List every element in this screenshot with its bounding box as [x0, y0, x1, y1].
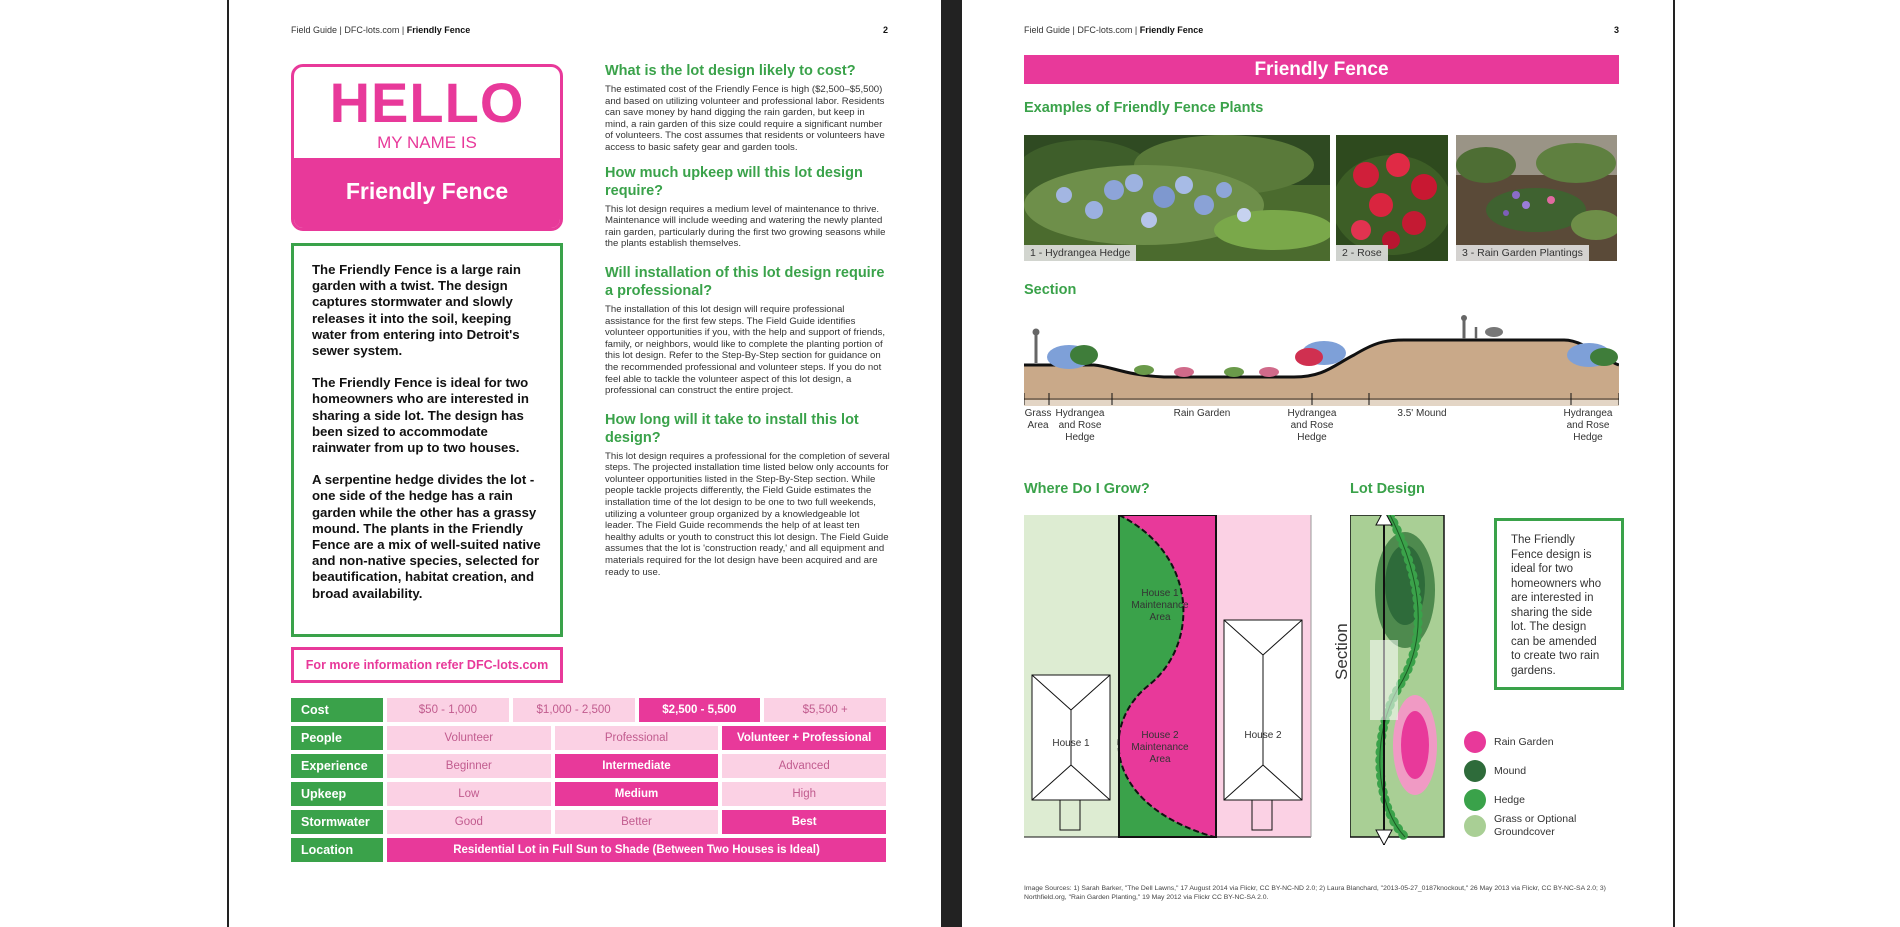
- where-heading: Where Do I Grow?: [1024, 481, 1150, 497]
- my-name-is-text: MY NAME IS: [377, 133, 477, 152]
- section-label: Hydrangea and Rose Hedge: [1287, 408, 1337, 443]
- rain-garden-image: [1456, 135, 1617, 261]
- runhead-prefix: Field Guide | DFC-lots.com |: [291, 25, 405, 35]
- photo-hydrangea-hedge: [1024, 135, 1330, 261]
- page-gutter: [941, 0, 960, 927]
- name-tag-name: Friendly Fence: [294, 158, 560, 228]
- answer-text: This lot design requires a medium level of maintenance to thrive. Maintenance will include weeding and watering the newly planted rain garden, particularly during the first two growing seasons while the plants establish themselves.: [605, 203, 886, 250]
- section-label: Hydrangea and Rose Hedge: [1055, 408, 1105, 443]
- table-cell: $2,500 - 5,500: [639, 698, 761, 722]
- table-row-label: People: [291, 726, 383, 750]
- house-2-maintenance-label: House 2 Maintenance Area: [1131, 730, 1189, 765]
- answer-text: The estimated cost of the Friendly Fence is high ($2,500–$5,500) and based on utilizing volunteer and professional labor. Residents can save money by hand digging the rain garden, but keep in mind, a rain garden of this size could require a significant number of volunteers. The cost assumes that residents or volunteers have access to basic safety gear and garden tools.: [605, 84, 885, 153]
- table-cell: Intermediate: [555, 754, 719, 778]
- where-do-i-grow-diagram: [1024, 515, 1314, 853]
- legend-label: Grass or Optional Groundcover: [1494, 813, 1577, 838]
- legend-label: Hedge: [1494, 794, 1525, 806]
- section-label: Grass Area: [1024, 408, 1052, 431]
- table-row: [291, 838, 886, 862]
- legend-mound: [1494, 765, 1526, 777]
- photo-rose: [1336, 135, 1448, 261]
- legend-swatch: [1464, 789, 1486, 811]
- table-row-label: Upkeep: [291, 782, 383, 806]
- hello-text: HELLO: [329, 71, 525, 134]
- table-row-label: Experience: [291, 754, 383, 778]
- table-row-label: Stormwater: [291, 810, 383, 834]
- table-cell: Professional: [555, 726, 719, 750]
- table-row-label: Cost: [291, 698, 383, 722]
- section-label: 3.5' Mound: [1397, 408, 1447, 419]
- right-page: [960, 0, 1675, 927]
- table-row-label: Location: [291, 838, 383, 862]
- table-cell: Medium: [555, 782, 719, 806]
- runhead-title: Friendly Fence: [1139, 25, 1204, 35]
- intro-paragraph: The Friendly Fence is ideal for two homeowners who are interested in sharing a side lot. The design has been sized to accommodate rainwater from up to two houses.: [312, 375, 529, 456]
- section-label: Rain Garden: [1173, 408, 1231, 419]
- legend-hedge: [1494, 794, 1525, 806]
- photo-caption: 2 - Rose: [1336, 245, 1388, 261]
- runhead-prefix: Field Guide | DFC-lots.com |: [1024, 25, 1138, 35]
- runhead-title: Friendly Fence: [406, 25, 471, 35]
- legend-label: Rain Garden: [1494, 736, 1554, 748]
- table-cell: Residential Lot in Full Sun to Shade (Between Two Houses is Ideal): [387, 838, 886, 862]
- question-heading: How much upkeep will this lot design require?: [605, 164, 863, 199]
- legend-swatch: [1464, 760, 1486, 782]
- intro-box: [291, 243, 563, 637]
- page-number: 2: [883, 25, 889, 35]
- table-cell: Good: [387, 810, 551, 834]
- image-sources: Image Sources: 1) Sarah Barker, "The Dell Lawns," 17 August 2014 via Flickr, CC BY-NC-ND 2.0; 2) Laura Blanchard, "2013-05-27_0187knockout," 26 May 2013 via Flickr, CC BY-NC-SA 2.0; 3) Northfield.org, "Rain Garden Planting," 19 May 2012 via Flickr CC BY-NC-SA 2.0.: [1024, 885, 1606, 901]
- left-page: [227, 0, 941, 927]
- intro-paragraph: A serpentine hedge divides the lot - one side of the hedge has a rain garden while the other has a grassy mound. The plants in the Friendly Fence are a mix of well-suited native and non-native species, selected for beautification, habitat creation, and broad availability.: [312, 472, 541, 601]
- house-2-label: House 2: [1244, 730, 1282, 741]
- house-1-maintenance-label: House 1 Maintenance Area: [1131, 588, 1189, 623]
- rose-image: [1336, 135, 1448, 261]
- legend-rain-garden: [1494, 736, 1554, 748]
- lot-design-note: The Friendly Fence design is ideal for two homeowners who are interested in sharing the side lot. The design can be amended to create two rain gardens.: [1494, 518, 1624, 690]
- hello-name-tag: [291, 64, 563, 231]
- legend-swatch: [1464, 815, 1486, 837]
- table-cell: Better: [555, 810, 719, 834]
- page-number: 3: [1614, 25, 1620, 35]
- table-row: [291, 726, 886, 750]
- photo-rain-garden: [1456, 135, 1617, 261]
- more-info-link[interactable]: For more information refer DFC-lots.com: [291, 647, 563, 683]
- answer-text: The installation of this lot design will require professional assistance for the first few steps. The Field Guide identifies volunteer opportunities if you, with the help and support of friends, family, or neighbors, would like to complete the planting portion of this lot design. Refer to the Step-By-Step section for guidance on the recommended professional and volunteer steps. If you do not feel able to tackle the volunteer aspect of this lot design, a professional can construct the entire project.: [605, 303, 885, 397]
- qa-column: [605, 62, 890, 588]
- table-cell: Beginner: [387, 754, 551, 778]
- legend-label: Mound: [1494, 765, 1527, 777]
- title-banner: Friendly Fence: [1024, 55, 1619, 84]
- table-cell: Best: [722, 810, 886, 834]
- section-label: Hydrangea and Rose Hedge: [1563, 408, 1613, 443]
- question-heading: What is the lot design likely to cost?: [605, 63, 856, 79]
- legend-swatch: [1464, 731, 1486, 753]
- table-cell: $5,500 +: [764, 698, 886, 722]
- table-row: [291, 782, 886, 806]
- table-cell: $1,000 - 2,500: [513, 698, 635, 722]
- question-heading: Will installation of this lot design require a professional?: [605, 264, 885, 299]
- table-cell: Volunteer: [387, 726, 551, 750]
- examples-heading: Examples of Friendly Fence Plants: [1024, 100, 1264, 116]
- lot-section-label: Section: [1332, 623, 1351, 680]
- table-cell: Low: [387, 782, 551, 806]
- running-header: [291, 25, 470, 35]
- table-row: [291, 810, 886, 834]
- table-cell: High: [722, 782, 886, 806]
- lot-design-diagram: [1350, 515, 1450, 845]
- photo-caption: 1 - Hydrangea Hedge: [1024, 245, 1136, 261]
- lot-design-heading: Lot Design: [1350, 481, 1425, 497]
- answer-text: This lot design requires a professional for the completion of several steps. The projected installation time listed below only accounts for volunteer opportunities listed in the Step-By-Step section. While people tackle projects differently, the Field Guide estimates the installation time of the lot design to be one to two full weekends, utilizing a volunteer group organized by a knowledgeable lot leader. The Field Guide recommends the help of at least ten healthy adults or youth to construct this lot design. The Field Guide assumes that the lot is 'construction ready,' and all equipment and materials required for the lot design have been acquired and are ready to use.: [605, 450, 890, 578]
- table-cell: $50 - 1,000: [387, 698, 509, 722]
- section-heading: Section: [1024, 282, 1077, 298]
- photo-caption: 3 - Rain Garden Plantings: [1456, 245, 1589, 261]
- table-cell: Advanced: [722, 754, 886, 778]
- legend-grass: [1494, 813, 1594, 839]
- running-header: [1024, 25, 1203, 35]
- house-1-label: House 1: [1052, 738, 1090, 749]
- section-diagram: [1024, 315, 1619, 410]
- table-row: [291, 698, 886, 722]
- hydrangea-image: [1024, 135, 1330, 261]
- intro-paragraph: The Friendly Fence is a large rain garden with a twist. The design captures stormwater and slowly releases it into the soil, keeping water from entering into Detroit's sewer system.: [312, 262, 521, 359]
- table-row: [291, 754, 886, 778]
- question-heading: How long will it take to install this lot design?: [605, 411, 859, 446]
- table-cell: Volunteer + Professional: [722, 726, 886, 750]
